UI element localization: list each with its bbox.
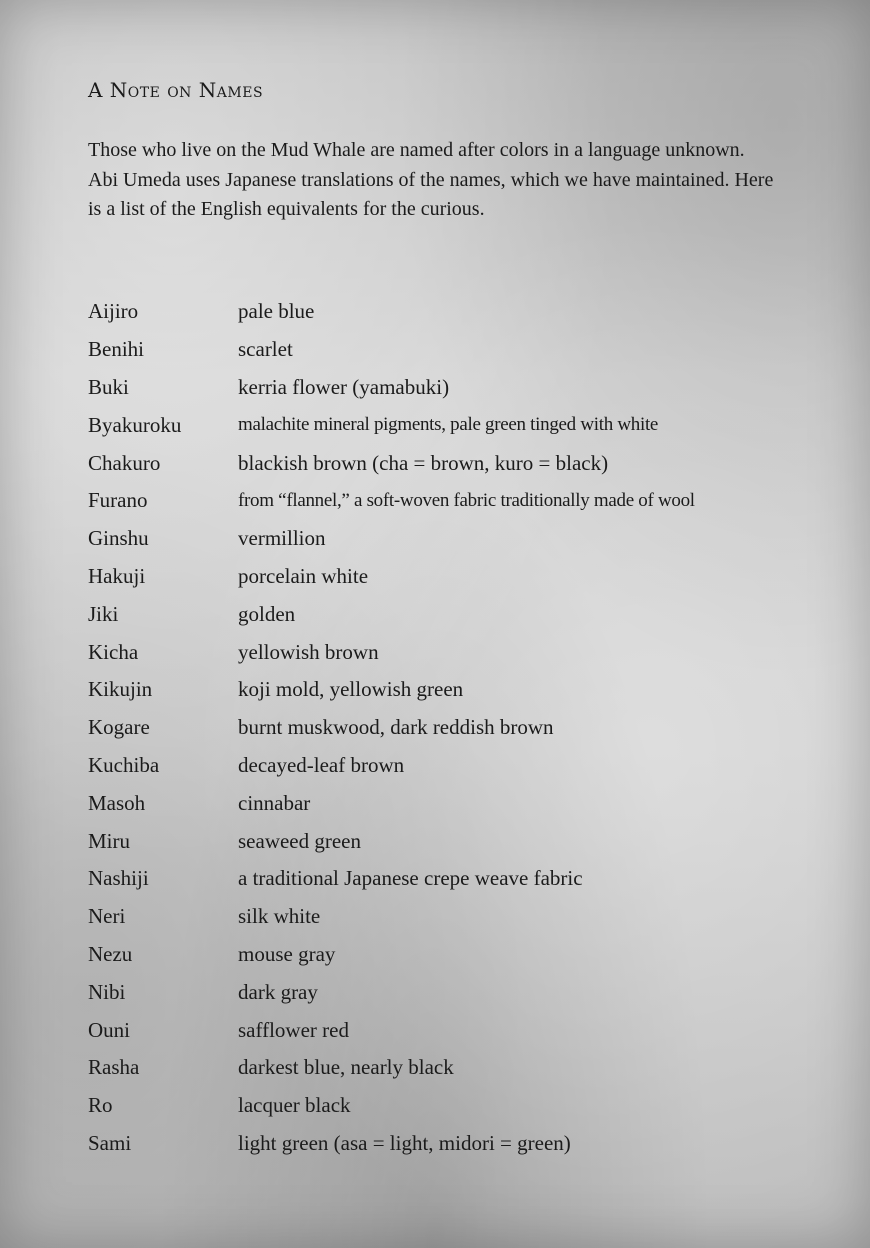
name-term: Ro (88, 1093, 113, 1118)
name-definition: burnt muskwood, dark reddish brown (238, 715, 554, 740)
name-definition: darkest blue, nearly black (238, 1055, 454, 1080)
name-definition: yellowish brown (238, 639, 379, 664)
name-definition: silk white (238, 904, 321, 929)
list-item (88, 369, 828, 407)
list-item (88, 1011, 828, 1049)
name-definition: lacquer black (238, 1093, 351, 1118)
list-item (88, 898, 828, 936)
list-item (88, 558, 828, 596)
name-term: Benihi (88, 337, 144, 362)
name-term: Chakuro (88, 450, 161, 475)
name-term: Ouni (88, 1017, 130, 1042)
name-term: Nezu (88, 941, 133, 966)
name-term: Miru (88, 828, 130, 853)
list-item (88, 1087, 828, 1125)
list-item (88, 747, 828, 785)
name-term: Hakuji (88, 563, 146, 588)
name-definition: golden (238, 601, 296, 626)
list-item (88, 331, 828, 369)
list-item (88, 860, 828, 898)
name-term: Nibi (88, 979, 126, 1004)
list-item (88, 709, 828, 747)
name-definition: porcelain white (238, 563, 369, 588)
name-definition: a traditional Japanese crepe weave fabric (238, 866, 583, 891)
name-definition: vermillion (238, 526, 326, 551)
list-item (88, 633, 828, 671)
name-term: Sami (88, 1130, 132, 1155)
intro-paragraph: Those who live on the Mud Whale are named after colors in a language unknown. Abi Umeda uses Japanese translations of the names, which we have maintained. Here is a list of the English equivalents for the curious. (88, 139, 774, 220)
name-term: Ginshu (88, 526, 149, 551)
list-item (88, 482, 828, 520)
name-definition: koji mold, yellowish green (238, 677, 464, 702)
list-item (88, 1049, 828, 1087)
name-definition: seaweed green (238, 828, 362, 853)
name-definition: pale blue (238, 299, 315, 324)
name-term: Masoh (88, 790, 146, 815)
name-definition: dark gray (238, 979, 318, 1004)
name-definition: blackish brown (cha = brown, kuro = black) (238, 450, 609, 475)
list-item (88, 936, 828, 974)
name-term: Byakuroku (88, 412, 182, 437)
name-term: Jiki (88, 601, 119, 626)
name-term: Nashiji (88, 866, 149, 891)
name-term: Kicha (88, 639, 139, 664)
name-definition: mouse gray (238, 941, 336, 966)
name-definition: kerria flower (yamabuki) (238, 374, 450, 399)
list-item (88, 293, 828, 331)
list-item (88, 784, 828, 822)
name-term: Aijiro (88, 299, 139, 324)
name-definition: from “flannel,” a soft-woven fabric traditionally made of wool (238, 489, 695, 511)
list-item (88, 671, 828, 709)
name-term: Buki (88, 374, 129, 399)
list-item (88, 595, 828, 633)
name-term: Kuchiba (88, 752, 160, 777)
name-term: Neri (88, 904, 126, 929)
name-definition: safflower red (238, 1017, 349, 1042)
list-item (88, 1125, 828, 1163)
name-definition: light green (asa = light, midori = green) (238, 1130, 571, 1155)
name-glossary-list (88, 293, 828, 1162)
name-definition: scarlet (238, 337, 293, 362)
list-item (88, 822, 828, 860)
name-term: Kogare (88, 715, 150, 740)
name-definition: malachite mineral pigments, pale green tinged with white (238, 414, 659, 436)
list-item (88, 520, 828, 558)
list-item (88, 406, 828, 444)
name-definition: cinnabar (238, 790, 311, 815)
name-definition: decayed-leaf brown (238, 752, 405, 777)
page-heading: A Note on Names (88, 78, 264, 102)
name-term: Furano (88, 488, 148, 513)
list-item (88, 444, 828, 482)
name-term: Rasha (88, 1055, 140, 1080)
list-item (88, 973, 828, 1011)
name-term: Kikujin (88, 677, 153, 702)
